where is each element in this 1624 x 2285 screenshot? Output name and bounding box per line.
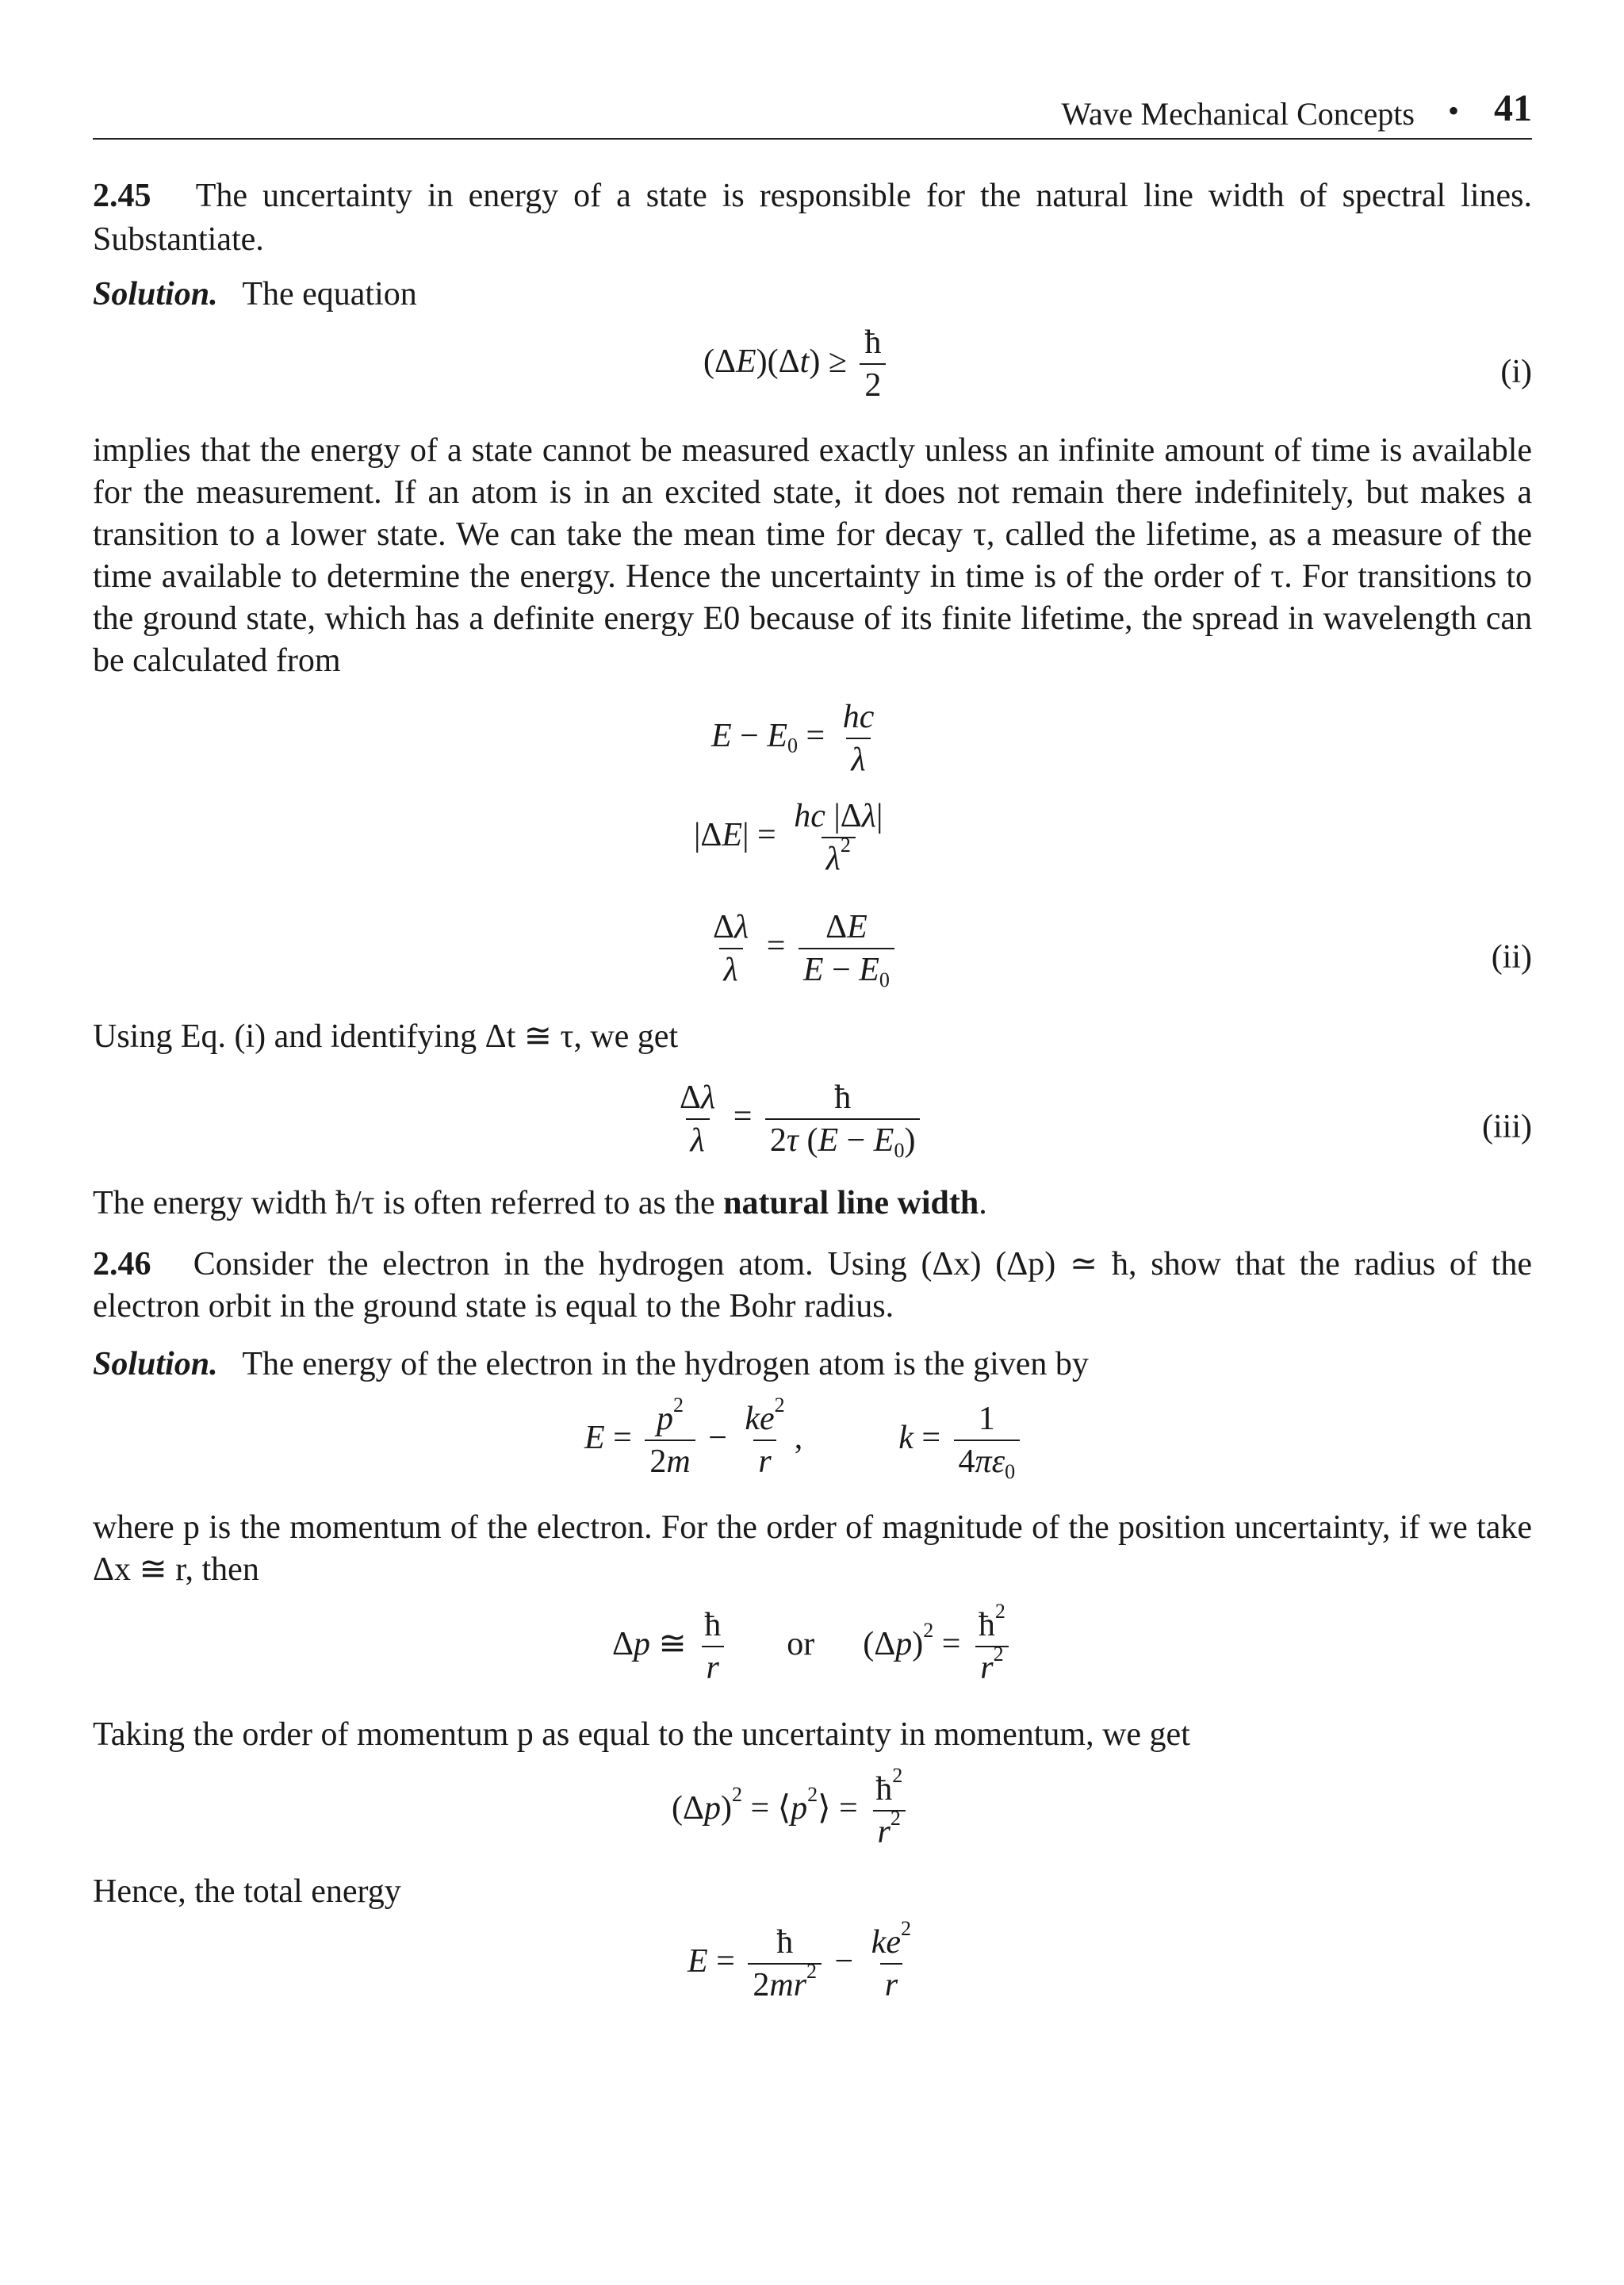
- equation-i: (ΔE)(Δt) ≥ $\frac{ħ}{2}$: [703, 324, 891, 405]
- running-title: Wave Mechanical Concepts: [1061, 96, 1415, 132]
- problem-text: Consider the electron in the hydrogen atom. Using (Δx) (Δp) ≃ ħ, show that the radius of the electron orbit in the ground state is equal to the Bohr radius.: [93, 1246, 1532, 1325]
- page-header: [93, 89, 1532, 140]
- book-page: [93, 0, 1532, 2285]
- equation-abs-delta-e: |ΔE| = $\frac{hc |\Delta\lambda|}{\lambda^2}$: [694, 798, 883, 878]
- solution-label: Solution.: [93, 1346, 218, 1382]
- using-eq-text: Using Eq. (i) and identifying Δt ≅ τ, we get: [93, 1018, 679, 1055]
- problem-text: The uncertainty in energy of a state is responsible for the natural line width of spectral lines. Substantiate.: [93, 178, 1532, 258]
- natural-line-width-term: natural line width: [723, 1185, 979, 1221]
- page-number: 41: [1494, 87, 1532, 129]
- solution-2-46-intro: [93, 1343, 1532, 1386]
- equation-delta-p: Δp ≅ $\frac{ħ}{r}$ or $(\Delta p)^2$ = $\frac{ħ^2}{r^2}$: [612, 1606, 1015, 1688]
- problem-number: 2.45: [93, 178, 151, 214]
- or-word: or: [787, 1625, 815, 1662]
- solution-2-45-intro: [93, 273, 1532, 316]
- equation-number-ii: (ii): [1491, 939, 1532, 976]
- header-bullet: •: [1447, 93, 1459, 128]
- equation-iii: $\frac{\Delta\lambda}{\lambda}$ = $\frac{ħ}{2\tau (E - E_0)}$: [670, 1079, 925, 1160]
- problem-2-46-statement: [93, 1244, 1532, 1328]
- equation-e-minus-e0: $E - E_0$ = $\frac{hc}{\lambda}$: [711, 699, 875, 779]
- equation-ii: $\frac{\Delta\lambda}{\lambda}$ = $\frac{\Delta E}{E - E_0}$: [703, 908, 899, 990]
- solution-intro: The equation: [242, 276, 417, 312]
- solution-label: Solution.: [93, 276, 218, 312]
- problem-2-45-statement: [93, 174, 1532, 261]
- solution-intro: The energy of the electron in the hydrogen atom is the given by: [242, 1346, 1089, 1382]
- paragraph-position-uncertainty: where p is the momentum of the electron. For the order of magnitude of the position uncertainty, if we take Δx ≅ r, then: [93, 1509, 1532, 1588]
- problem-number: 2.46: [93, 1246, 151, 1282]
- equation-mean-square-momentum: $(\Delta p)^2$ = $⟨p^2⟩$ = $\frac{ħ^2}{r^2}$: [672, 1770, 912, 1852]
- sentence-period: .: [979, 1185, 987, 1221]
- equation-number-i: (i): [1500, 354, 1532, 390]
- energy-width-text: The energy width ħ/τ is often referred to as the: [93, 1185, 715, 1221]
- paragraph-lifetime: implies that the energy of a state cannot be measured exactly unless an infinite amount of time is available for the measurement. If an atom is in an excited state, it does not remain there indefinitely, but makes a transition to a lower state. We can take the mean time for decay τ, called the lifetime, as a measure of the time available to determine the energy. Hence the uncertainty in time is of the order of τ. For transitions to the ground state, which has a definite energy E0 because of its finite lifetime, the spread in wavelength can be calculated from: [93, 432, 1532, 679]
- equation-energy-hydrogen: E = $\frac{p^2}{2m}$ − $\frac{ke^2}{r}$ , k = $\frac{1}{4\pi\varepsilon_0}$: [584, 1400, 1025, 1482]
- equation-total-energy: E = $\frac{ħ}{2mr^2}$ − $\frac{ke^2}{r}$: [688, 1916, 912, 2004]
- paragraph-total-energy: Hence, the total energy: [93, 1873, 401, 1910]
- natural-line-width-sentence: [93, 1182, 1532, 1225]
- paragraph-order-of-momentum: Taking the order of momentum p as equal to the uncertainty in momentum, we get: [93, 1716, 1190, 1753]
- equation-number-iii: (iii): [1482, 1109, 1532, 1145]
